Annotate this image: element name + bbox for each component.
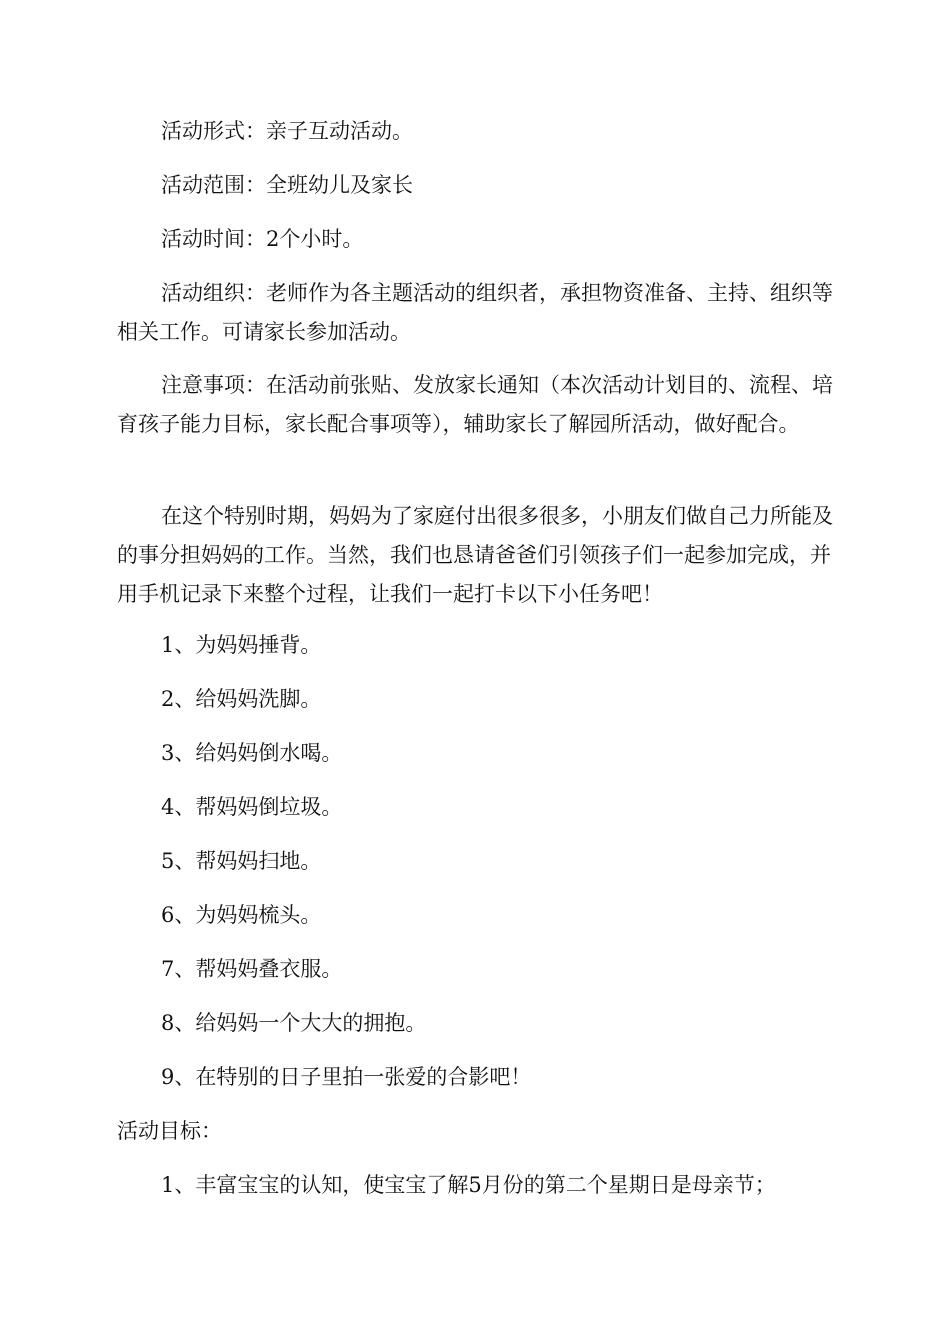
task-item-9: 9、在特别的日子里拍一张爱的合影吧！ [161, 1065, 532, 1089]
paragraph-intro: 在这个特别时期，妈妈为了家庭付出很多很多，小朋友们做自己力所能及的事分担妈妈的工作。当然，我们也恳请爸爸们引领孩子们一起参加完成，并用手机记录下来整个过程，让我们一起打卡以下小任务吧！ [117, 504, 833, 606]
paragraph-notes: 注意事项：在活动前张贴、发放家长通知（本次活动计划目的、流程、培育孩子能力目标，家长配合事项等），辅助家长了解园所活动，做好配合。 [117, 373, 833, 436]
task-item-3: 3、给妈妈倒水喝。 [161, 741, 343, 765]
task-item-2: 2、给妈妈洗脚。 [161, 687, 322, 711]
task-item-1: 1、为妈妈捶背。 [161, 633, 322, 657]
task-item-7: 7、帮妈妈叠衣服。 [161, 957, 343, 981]
goals-heading: 活动目标： [117, 1119, 222, 1143]
task-item-6: 6、为妈妈梳头。 [161, 903, 322, 927]
task-item-5: 5、帮妈妈扫地。 [161, 849, 322, 873]
task-item-4: 4、帮妈妈倒垃圾。 [161, 795, 343, 819]
task-item-8: 8、给妈妈一个大大的拥抱。 [161, 1011, 427, 1035]
paragraph-activity-form: 活动形式：亲子互动活动。 [161, 119, 413, 143]
paragraph-activity-time: 活动时间：2个小时。 [161, 227, 364, 251]
paragraph-activity-scope: 活动范围：全班幼儿及家长 [161, 173, 413, 197]
goal-item-1: 1、丰富宝宝的认知，使宝宝了解5月份的第二个星期日是母亲节； [161, 1173, 776, 1197]
paragraph-activity-organization: 活动组织：老师作为各主题活动的组织者，承担物资准备、主持、组织等相关工作。可请家长参加活动。 [117, 281, 833, 344]
